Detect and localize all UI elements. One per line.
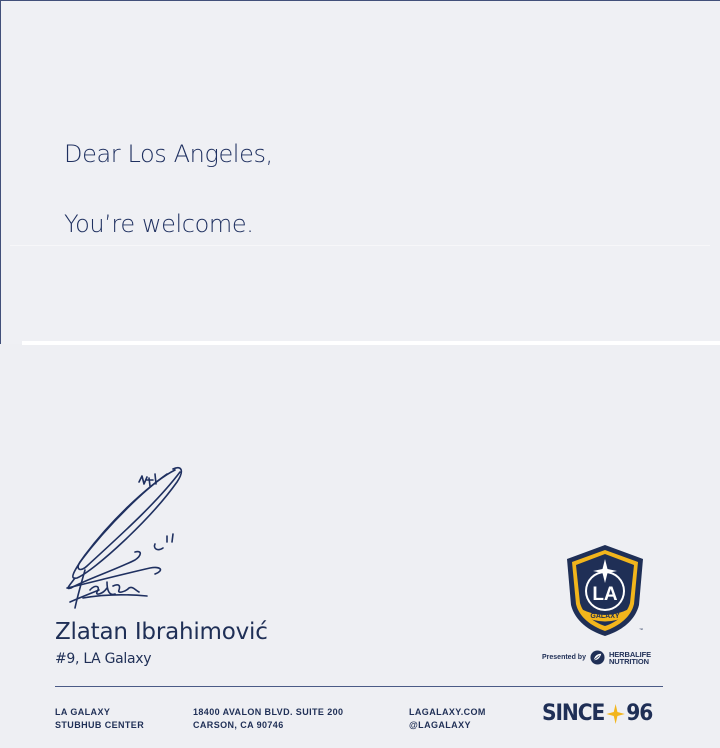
handwritten-signature <box>55 460 195 620</box>
herbalife-wordmark: HERBALIFE NUTRITION <box>608 649 651 666</box>
footer-street: 18400 AVALON BLVD. SUITE 200 <box>193 707 344 717</box>
fold-line <box>22 341 720 345</box>
since-year: 96 <box>626 701 653 726</box>
presented-by-herbalife <box>542 650 651 665</box>
svg-text:™: ™ <box>639 627 643 632</box>
footer-social-handle[interactable]: @LAGALAXY <box>409 720 471 730</box>
letter-top-panel <box>0 0 720 344</box>
footer-web <box>409 706 486 731</box>
letter-greeting: Dear Los Angeles, <box>64 140 273 168</box>
footer-stadium: STUBHUB CENTER <box>55 720 145 730</box>
footer-website-link[interactable]: LAGALAXY.COM <box>409 707 486 717</box>
la-galaxy-crest-logo <box>563 543 647 637</box>
letter-closing: You’re welcome. <box>64 210 254 238</box>
signer-title: #9, LA Galaxy <box>55 651 152 667</box>
footer-city: CARSON, CA 90746 <box>193 720 284 730</box>
crest-galaxy-text: GALAXY <box>590 613 620 620</box>
fold-line <box>10 245 710 246</box>
since-96-logo <box>542 701 652 726</box>
footer-club-name: LA GALAXY <box>55 707 111 717</box>
herbalife-leaf-icon <box>590 650 605 665</box>
signer-name: Zlatan Ibrahimović <box>55 619 268 645</box>
since-text: SINCE <box>542 701 605 726</box>
crest-la-text: LA <box>592 584 618 605</box>
footer-club-info <box>55 706 144 731</box>
footer-divider <box>55 686 663 687</box>
footer-address <box>193 706 343 731</box>
presented-by-label: Presented by <box>542 654 586 661</box>
star-icon <box>605 703 625 725</box>
